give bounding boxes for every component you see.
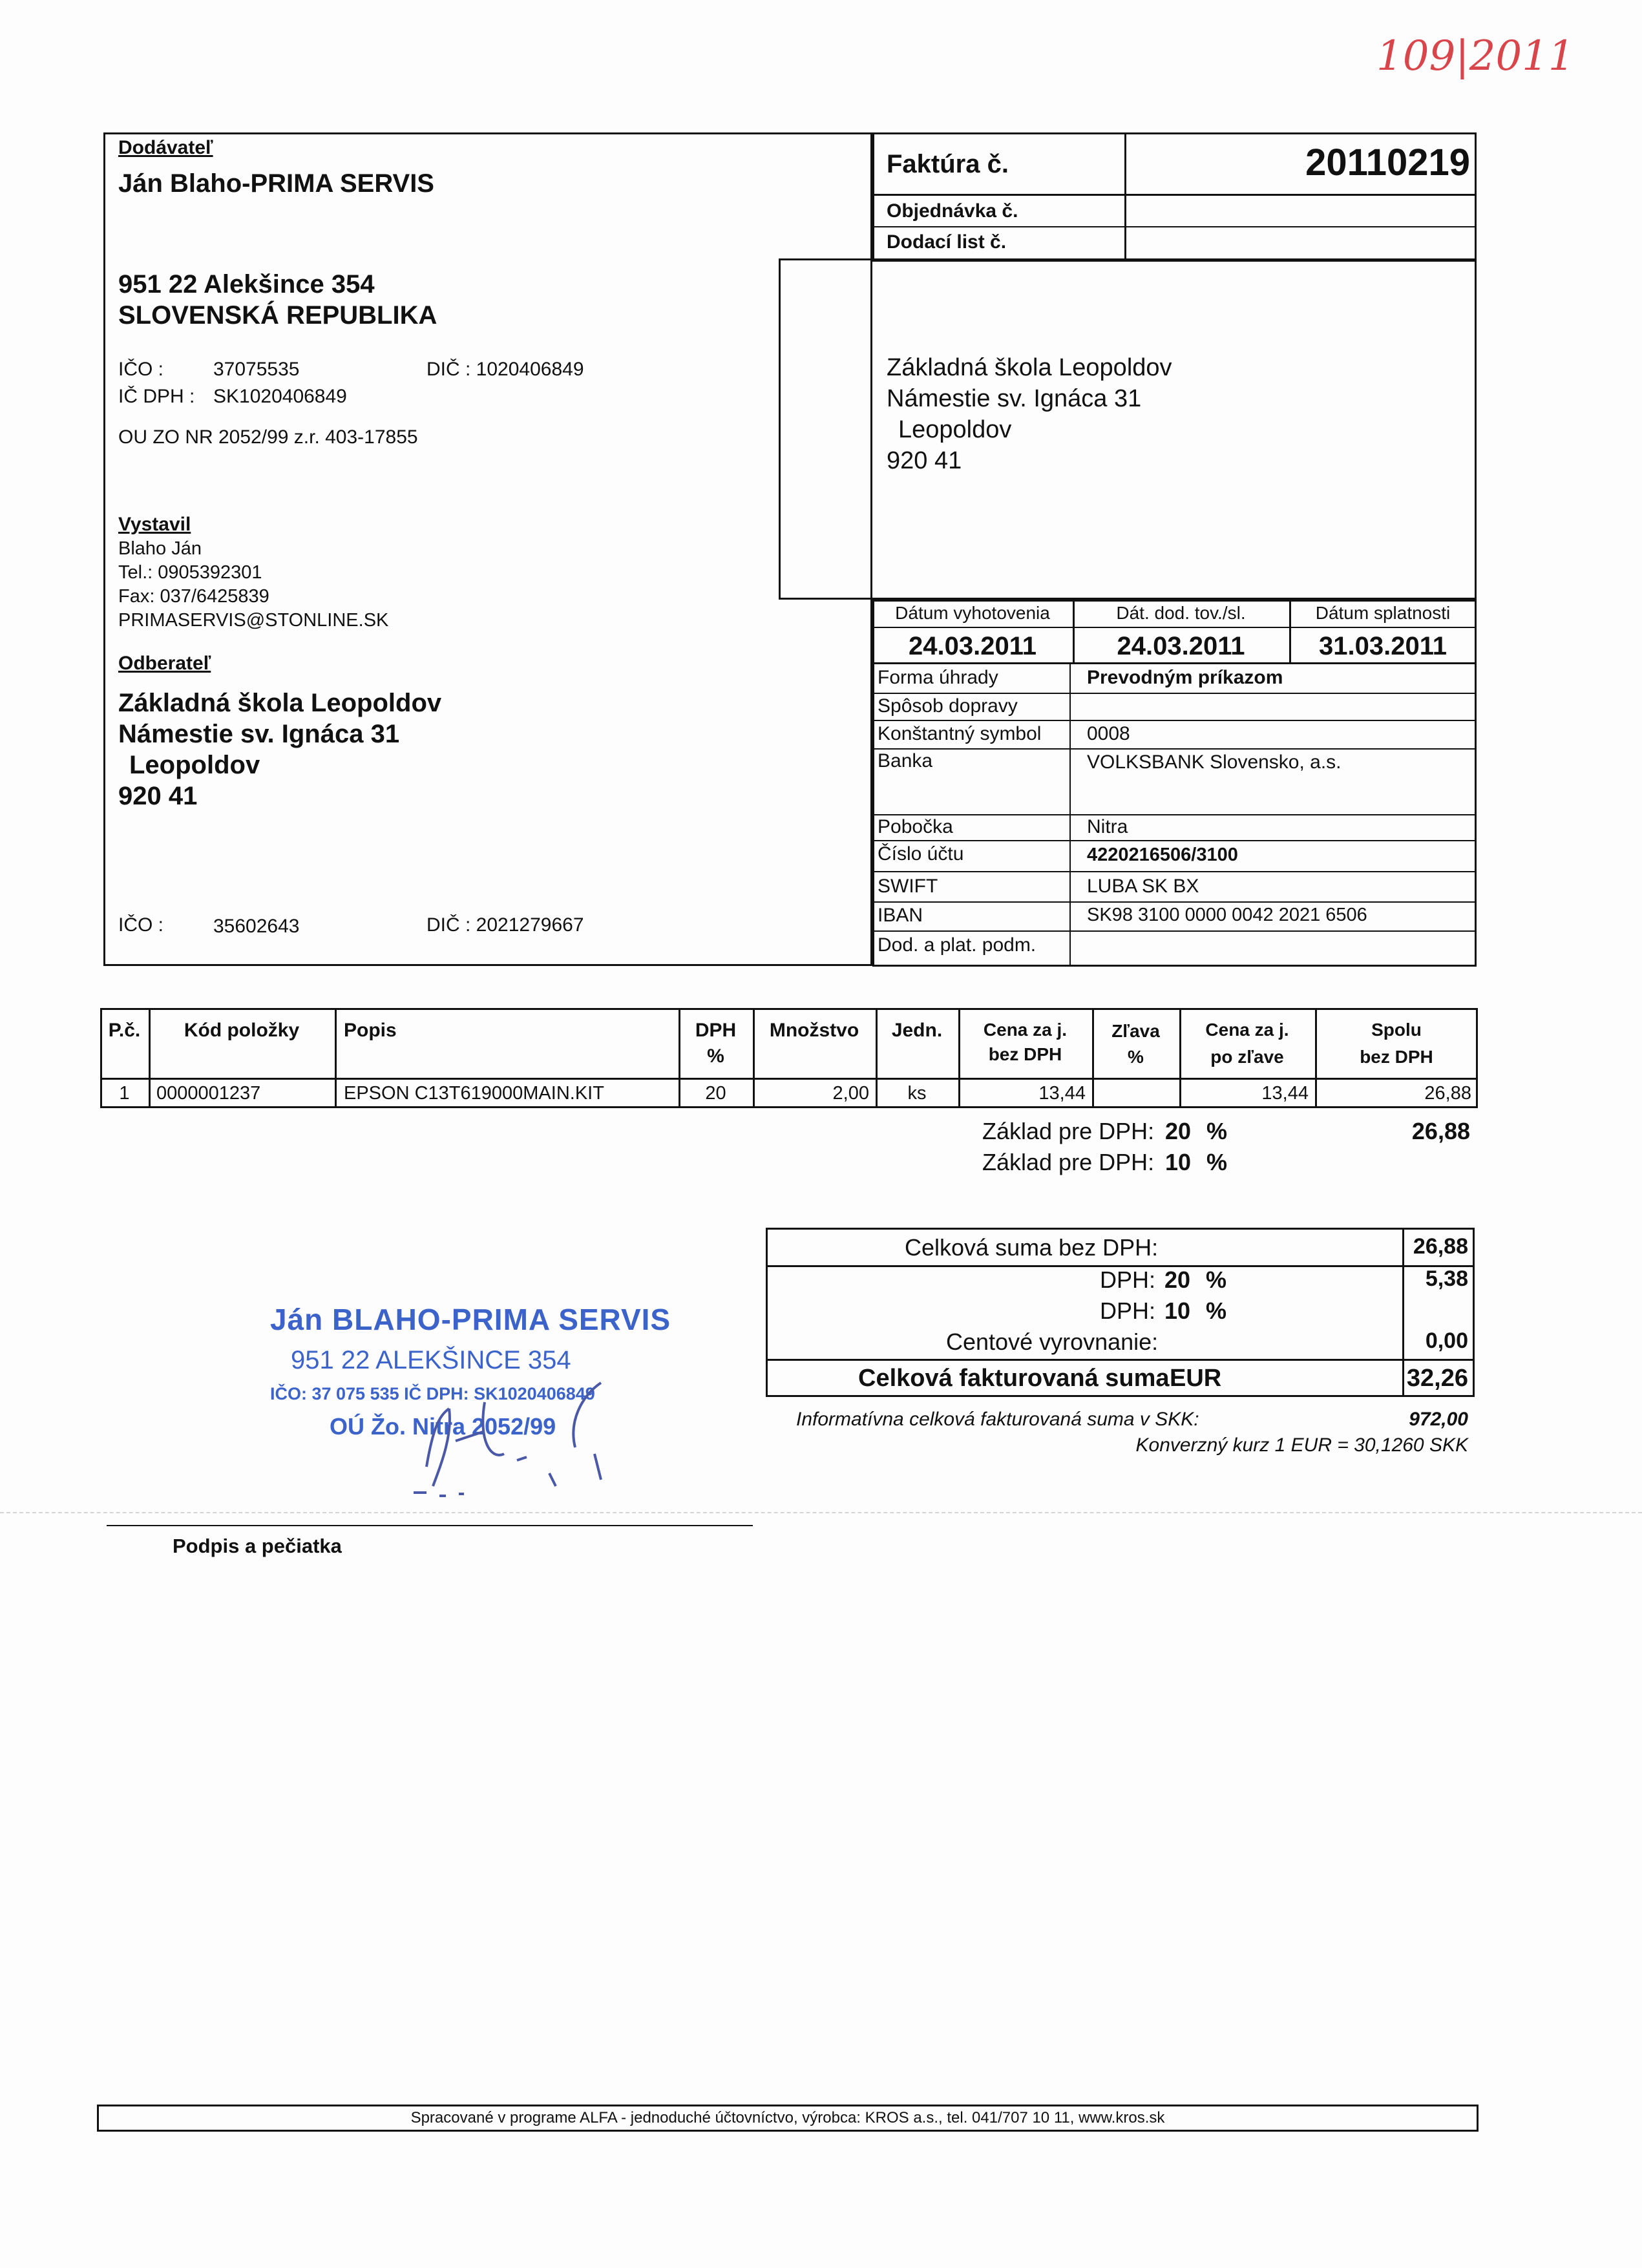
payment-row-label: Banka [878, 750, 933, 772]
summary-vat-label: DPH: [1100, 1297, 1156, 1324]
summary-vat20: 5,38 [1425, 1266, 1468, 1291]
vat-base-pct: % [1206, 1149, 1228, 1175]
payment-row-value: SK98 3100 0000 0042 2021 6506 [1087, 905, 1367, 925]
handwritten-signature [388, 1370, 711, 1518]
summary-vat-label: DPH: [1100, 1266, 1156, 1293]
col-header-discount: Zľava [1111, 1021, 1160, 1041]
supplier-customer-box [103, 132, 872, 966]
payment-row-value: VOLKSBANK Slovensko, a.s. [1087, 751, 1342, 773]
summary-total: 32,26 [1406, 1365, 1468, 1392]
table-row-total: 26,88 [1424, 1083, 1471, 1104]
col-header-price-after-sub: po zľave [1210, 1047, 1284, 1067]
date-issued: 24.03.2011 [909, 632, 1037, 660]
supplier-address-line2: SLOVENSKÁ REPUBLIKA [118, 301, 437, 330]
vat-base-label: Základ pre DPH: [982, 1149, 1155, 1175]
customer-dic: DIČ : 2021279667 [426, 914, 584, 936]
issuer-fax: Fax: 037/6425839 [118, 586, 269, 607]
delivery-note-label: Dodací list č. [887, 231, 1007, 253]
signature-label: Podpis a pečiatka [173, 1535, 342, 1557]
issuer-name: Blaho Ján [118, 538, 202, 559]
invoice-label: Faktúra č. [887, 150, 1009, 178]
vat-base-label: Základ pre DPH: [982, 1118, 1155, 1144]
supplier-ico-label: IČO : [118, 359, 164, 380]
table-row-desc: EPSON C13T619000MAIN.KIT [344, 1083, 604, 1104]
table-row-code: 0000001237 [156, 1083, 261, 1104]
customer-ico: 35602643 [213, 916, 300, 937]
summary-vat-pct: % [1206, 1297, 1227, 1324]
supplier-name: Ján Blaho-PRIMA SERVIS [118, 169, 434, 198]
supplier-ico: 37075535 [213, 359, 300, 380]
handwritten-reference: 109|2011 [1376, 32, 1575, 80]
supplier-dic: DIČ : 1020406849 [426, 359, 584, 380]
col-header-price-after: Cena za j. [1205, 1020, 1289, 1040]
payment-row-label: Dod. a plat. podm. [878, 934, 1037, 956]
col-header-pc: P.č. [108, 1020, 141, 1041]
summary-subtotal-label: Celková suma bez DPH: [905, 1234, 1159, 1261]
summary-rounding: 0,00 [1425, 1328, 1468, 1353]
stamp-line: 951 22 ALEKŠINCE 354 [291, 1346, 571, 1374]
issuer-tel: Tel.: 0905392301 [118, 562, 262, 583]
footer-text: Spracované v programe ALFA - jednoduché účtovníctvo, výrobca: KROS a.s., tel. 041/707 10 11, www.kros.sk [410, 2109, 1165, 2126]
table-row-price-after: 13,44 [1261, 1083, 1309, 1104]
date-due-label: Dátum splatnosti [1315, 603, 1451, 623]
summary-vat20-rate: 20 [1164, 1266, 1191, 1293]
vat-base-rate: 10 [1165, 1149, 1192, 1175]
fold-line [0, 1512, 1642, 1513]
summary-conversion-rate: Konverzný kurz 1 EUR = 30,1260 SKK [1135, 1434, 1468, 1456]
summary-vat10-rate: 10 [1164, 1297, 1191, 1324]
table-row-vat: 20 [705, 1083, 726, 1104]
payment-row-value: 0008 [1087, 723, 1130, 744]
col-header-discount-pct: % [1128, 1047, 1144, 1067]
signature-line [107, 1525, 753, 1526]
payment-row-label: Konštantný symbol [878, 723, 1042, 744]
table-row-price: 13,44 [1038, 1083, 1086, 1104]
vat-base-pct: % [1206, 1118, 1228, 1144]
supplier-icdph-label: IČ DPH : [118, 386, 195, 407]
date-issued-label: Dátum vyhotovenia [895, 603, 1050, 623]
stamp-line: OÚ Žo. Nitra 2052/99 [330, 1413, 556, 1440]
table-row-pc: 1 [119, 1083, 130, 1104]
recipient-city: Leopoldov [898, 416, 1012, 443]
issuer-heading: Vystavil [118, 514, 191, 535]
recipient-address-box [779, 258, 1477, 600]
payment-row-label: IBAN [878, 905, 923, 926]
issuer-email: PRIMASERVIS@STONLINE.SK [118, 610, 389, 631]
col-header-unit: Jedn. [891, 1020, 943, 1041]
summary-total-label: Celková fakturovaná suma: [858, 1365, 1178, 1392]
supplier-address-line1: 951 22 Alekšince 354 [118, 270, 375, 299]
col-header-price: Cena za j. [983, 1020, 1068, 1040]
col-header-vat-pct: % [707, 1045, 724, 1067]
col-header-qty: Množstvo [769, 1020, 859, 1041]
summary-skk-label: Informatívna celková fakturovaná suma v SKK: [796, 1409, 1199, 1430]
stamp-line: Ján BLAHO-PRIMA SERVIS [270, 1303, 671, 1336]
customer-street: Námestie sv. Ignáca 31 [118, 720, 400, 748]
customer-zip: 920 41 [118, 782, 198, 810]
summary-skk: 972,00 [1409, 1409, 1468, 1430]
table-row-qty: 2,00 [832, 1083, 869, 1104]
col-header-total-sub: bez DPH [1360, 1047, 1433, 1067]
customer-name: Základná škola Leopoldov [118, 689, 442, 717]
supplier-icdph: SK1020406849 [213, 386, 347, 407]
order-label: Objednávka č. [887, 200, 1018, 222]
summary-currency: EUR [1170, 1365, 1222, 1392]
supplier-heading: Dodávateľ [118, 137, 213, 158]
date-delivery-label: Dát. dod. tov./sl. [1116, 603, 1246, 623]
customer-city: Leopoldov [129, 751, 260, 779]
table-row-unit: ks [907, 1083, 927, 1104]
recipient-name: Základná škola Leopoldov [887, 354, 1172, 381]
invoice-number: 20110219 [1305, 142, 1470, 184]
summary-rounding-label: Centové vyrovnanie: [946, 1328, 1159, 1355]
payment-row-label: Pobočka [878, 816, 953, 837]
summary-subtotal: 26,88 [1413, 1234, 1468, 1259]
col-header-total: Spolu [1371, 1020, 1422, 1040]
recipient-zip: 920 41 [887, 447, 962, 474]
stamp-line: IČO: 37 075 535 IČ DPH: SK1020406849 [270, 1384, 595, 1403]
payment-row-label: Spôsob dopravy [878, 695, 1018, 717]
supplier-register: OU ZO NR 2052/99 z.r. 403-17855 [118, 426, 418, 448]
summary-vat-pct: % [1206, 1266, 1227, 1293]
customer-heading: Odberateľ [118, 653, 211, 674]
col-header-desc: Popis [344, 1020, 397, 1041]
vat-base-rate: 20 [1165, 1118, 1192, 1144]
payment-row-value: Prevodným príkazom [1087, 667, 1283, 688]
date-due: 31.03.2011 [1319, 632, 1447, 660]
col-header-vat: DPH [695, 1020, 737, 1041]
recipient-street: Námestie sv. Ignáca 31 [887, 385, 1142, 412]
payment-row-value: LUBA SK BX [1087, 876, 1199, 897]
customer-ico-label: IČO : [118, 914, 164, 936]
vat-base-amount: 26,88 [1411, 1118, 1470, 1144]
date-delivery: 24.03.2011 [1117, 632, 1245, 660]
col-header-code: Kód položky [184, 1020, 300, 1041]
payment-row-label: Číslo účtu [878, 843, 964, 865]
payment-row-value: Nitra [1087, 816, 1128, 837]
payment-row-value: 4220216506/3100 [1087, 845, 1238, 865]
col-header-price-sub: bez DPH [988, 1044, 1062, 1064]
payment-row-label: SWIFT [878, 876, 938, 897]
payment-row-label: Forma úhrady [878, 667, 998, 688]
